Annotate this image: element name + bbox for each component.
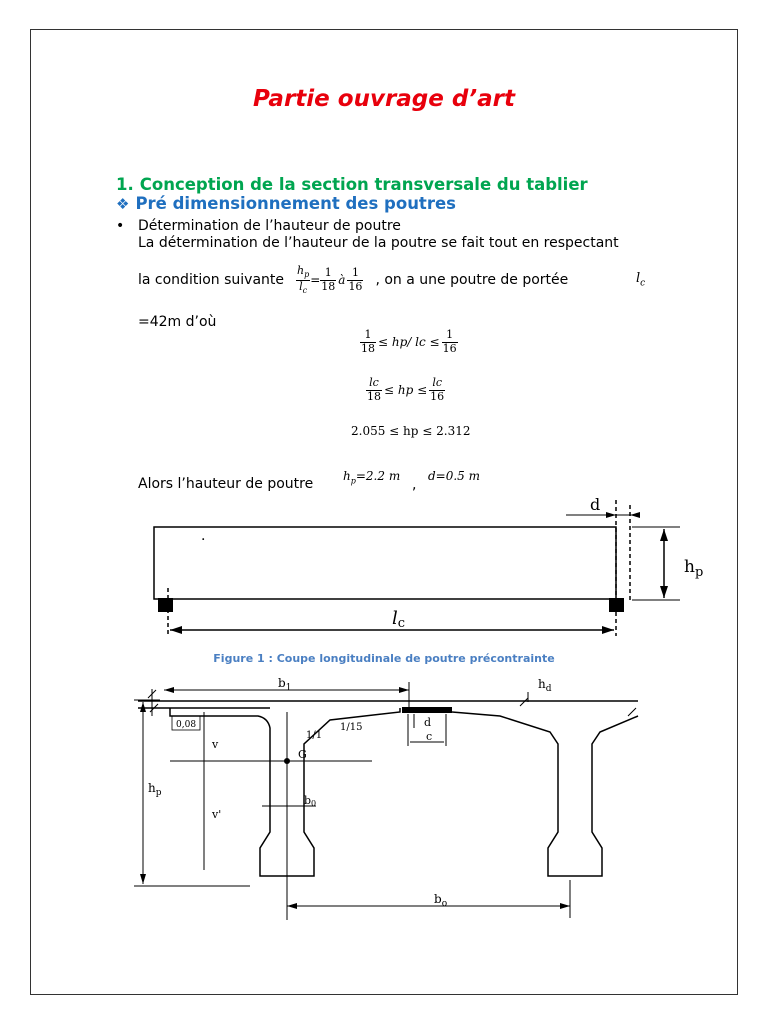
lc-symbol: $l_c$ [636, 271, 646, 289]
hp2-arrow-bottom [140, 874, 146, 884]
hp2-label: $h_p$ [148, 781, 162, 798]
slope-2-label: 1/15 [340, 722, 363, 733]
fraction-1-16: $\frac{1}{16}$ [348, 265, 363, 293]
ineq1-middle: ≤ hp/ lc ≤ [378, 335, 440, 350]
right-beam-outline [452, 712, 638, 876]
thickness-label: 0,08 [176, 720, 197, 730]
b0-label: b0 [304, 794, 317, 808]
b1-arrow-right [399, 687, 409, 693]
ineq2-frac-right: $\frac{lc}{16}$ [430, 376, 445, 403]
paragraph-line-2-start: la condition suivante [138, 272, 284, 288]
bullet-label: Détermination de l’hauteur de poutre [138, 218, 401, 234]
lc-label: lc [392, 608, 406, 631]
b1-label: $b_1$ [278, 676, 292, 693]
ineq2-frac-left: $\frac{lc}{18}$ [367, 376, 381, 403]
section-number: 1. [116, 175, 134, 194]
c-label: c [426, 730, 433, 743]
paragraph-line-3: =42m d’où [138, 314, 217, 330]
vprime-label: v' [212, 808, 222, 821]
result-d: d=0.5 m [428, 469, 481, 483]
word-a: à [338, 273, 346, 287]
equals-sign: = [310, 273, 321, 287]
figure-1-caption: Figure 1 : Coupe longitudinale de poutre précontrainte [213, 652, 555, 665]
inequality-3: 2.055 ≤ hp ≤ 2.312 [351, 424, 471, 438]
hp2-arrow-top [140, 702, 146, 712]
result-comma: , [412, 477, 417, 493]
result-hp: $h_p=2.2$ m [343, 469, 401, 486]
hp-label: $h_p$ [684, 557, 704, 580]
bullet-icon: • [116, 218, 125, 234]
fraction-hp-lc: $\frac{h_p}{l_c}$ [297, 264, 310, 295]
hd-label: $h_d$ [538, 677, 552, 694]
result-text: Alors l’hauteur de poutre [138, 476, 314, 492]
section-title: Conception de la section transversale du tablier [139, 175, 588, 194]
centroid-label: G [298, 748, 307, 761]
diamond-bullet-icon: ❖ [116, 195, 130, 213]
subsection-title: Pré dimensionnement des poutres [135, 194, 456, 213]
v-label: v [212, 738, 219, 751]
page-title: Partie ouvrage d’art [253, 86, 515, 112]
beam-dot: · [201, 532, 206, 548]
fraction-1-18: $\frac{1}{18}$ [321, 265, 336, 293]
ineq1-frac-left: $\frac{1}{18}$ [361, 328, 375, 355]
b1-arrow-left [164, 687, 174, 693]
paragraph-line-2-end: , on a une poutre de portée [375, 272, 569, 288]
d-label: d [590, 495, 601, 514]
slope-1-label: 1/1 [306, 730, 323, 741]
paragraph-line-1: La détermination de l’hauteur de la poutre se fait tout en respectant [138, 235, 619, 251]
d-label-2: d [424, 716, 432, 729]
ineq1-frac-right: $\frac{1}{16}$ [442, 328, 457, 355]
bo-arrow-right [560, 903, 570, 909]
bo-arrow-left [287, 903, 297, 909]
ineq2-middle: ≤ hp ≤ [384, 383, 428, 398]
bo-label: $b_o$ [434, 892, 448, 909]
